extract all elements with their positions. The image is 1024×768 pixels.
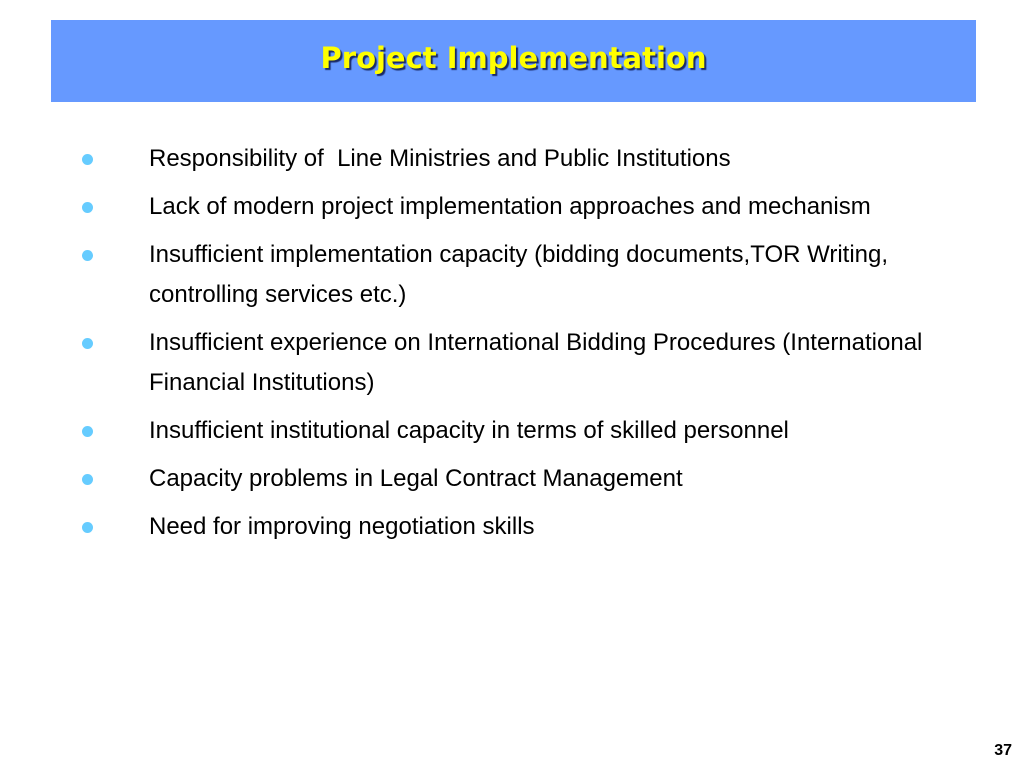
- bullet-text: Need for improving negotiation skills: [149, 513, 535, 540]
- bullet-text: Capacity problems in Legal Contract Management: [149, 465, 683, 492]
- bullet-text: Insufficient implementation capacity (bidding documents,TOR Writing, controlling services etc.): [149, 241, 889, 308]
- bullet-text: Insufficient institutional capacity in terms of skilled personnel: [149, 417, 789, 444]
- bullet-dot-icon: [82, 202, 93, 213]
- bullet-item: [0, 507, 1024, 547]
- bullet-item: [0, 139, 1024, 179]
- bullet-dot-icon: [82, 426, 93, 437]
- page-number: 37: [994, 742, 1012, 759]
- bullet-item: [0, 411, 1024, 451]
- bullet-text: Insufficient experience on International Bidding Procedures (International Financial Institutions): [149, 329, 923, 396]
- title-bar: [51, 20, 976, 102]
- bullet-item: [0, 235, 1024, 315]
- bullet-text: Responsibility of Line Ministries and Public Institutions: [149, 145, 731, 172]
- bullet-text: Lack of modern project implementation approaches and mechanism: [149, 193, 871, 220]
- bullet-item: [0, 323, 1024, 403]
- bullet-dot-icon: [82, 522, 93, 533]
- bullet-dot-icon: [82, 154, 93, 165]
- slide-title: Project Implementation: [320, 41, 707, 75]
- bullet-dot-icon: [82, 338, 93, 349]
- bullet-dot-icon: [82, 474, 93, 485]
- bullet-item: [0, 187, 1024, 227]
- bullet-list: [0, 139, 1024, 555]
- bullet-item: [0, 459, 1024, 499]
- bullet-dot-icon: [82, 250, 93, 261]
